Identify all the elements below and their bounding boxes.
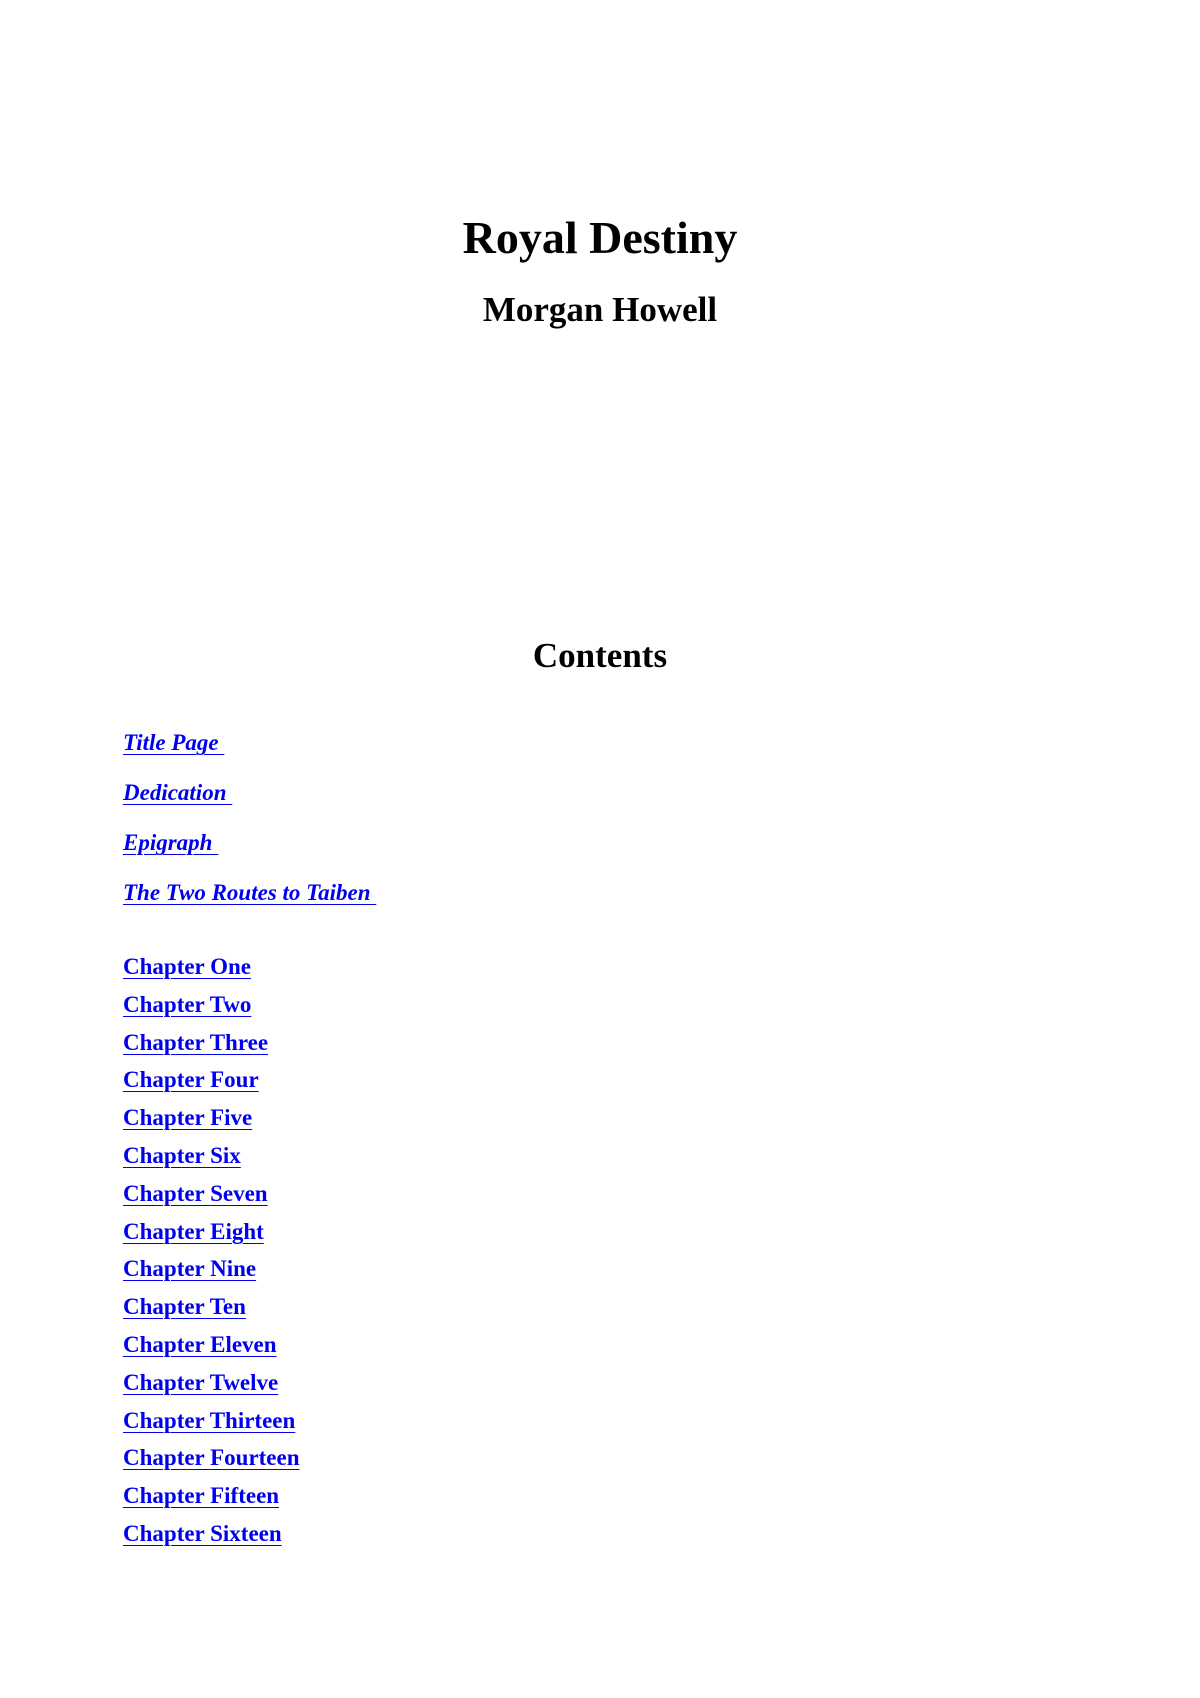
toc-item-chapter [123, 990, 300, 1028]
toc-link-chapter-12[interactable]: Chapter Twelve [123, 1369, 279, 1395]
toc-item-chapter [123, 1217, 300, 1255]
toc-link-routes-map[interactable]: The Two Routes to Taiben [123, 880, 371, 905]
toc-link-dedication[interactable]: Dedication [123, 780, 227, 805]
toc-link-epigraph[interactable]: Epigraph [123, 830, 213, 855]
toc-link-title-page[interactable]: Title Page [123, 730, 219, 755]
book-author: Morgan Howell [482, 290, 718, 329]
toc-item-chapter [123, 1443, 300, 1481]
contents-heading: Contents [532, 636, 668, 675]
toc-item-routes-map [123, 878, 376, 928]
toc-link-chapter-16[interactable]: Chapter Sixteen [123, 1520, 282, 1546]
toc-link-chapter-2[interactable]: Chapter Two [123, 991, 252, 1017]
toc-item-chapter [123, 1519, 300, 1557]
toc-link-chapter-14[interactable]: Chapter Fourteen [123, 1445, 300, 1471]
toc-item-chapter [123, 1141, 300, 1179]
toc-item-chapter [123, 1179, 300, 1217]
book-title: Royal Destiny [462, 212, 738, 263]
front-matter-list [123, 728, 376, 928]
toc-item-chapter [123, 1103, 300, 1141]
toc-item-epigraph [123, 828, 376, 878]
toc-link-chapter-6[interactable]: Chapter Six [123, 1142, 241, 1168]
toc-link-chapter-8[interactable]: Chapter Eight [123, 1218, 264, 1244]
toc-link-chapter-15[interactable]: Chapter Fifteen [123, 1483, 280, 1509]
chapter-list [123, 952, 300, 1557]
toc-item-chapter [123, 1292, 300, 1330]
toc-item-chapter [123, 1065, 300, 1103]
toc-item-chapter [123, 1254, 300, 1292]
toc-link-chapter-7[interactable]: Chapter Seven [123, 1180, 268, 1206]
toc-link-chapter-11[interactable]: Chapter Eleven [123, 1331, 277, 1357]
toc-item-chapter [123, 1368, 300, 1406]
toc-link-chapter-10[interactable]: Chapter Ten [123, 1294, 246, 1320]
toc-item-chapter [123, 1406, 300, 1444]
toc-item-chapter [123, 1330, 300, 1368]
toc-link-chapter-13[interactable]: Chapter Thirteen [123, 1407, 296, 1433]
toc-item-chapter [123, 952, 300, 990]
toc-link-chapter-5[interactable]: Chapter Five [123, 1105, 253, 1131]
toc-item-chapter [123, 1481, 300, 1519]
toc-link-chapter-4[interactable]: Chapter Four [123, 1067, 259, 1093]
toc-item-title-page [123, 728, 376, 778]
toc-item-dedication [123, 778, 376, 828]
toc-item-chapter [123, 1028, 300, 1066]
toc-link-chapter-3[interactable]: Chapter Three [123, 1029, 269, 1055]
toc-link-chapter-1[interactable]: Chapter One [123, 954, 251, 979]
toc-link-chapter-9[interactable]: Chapter Nine [123, 1256, 257, 1282]
